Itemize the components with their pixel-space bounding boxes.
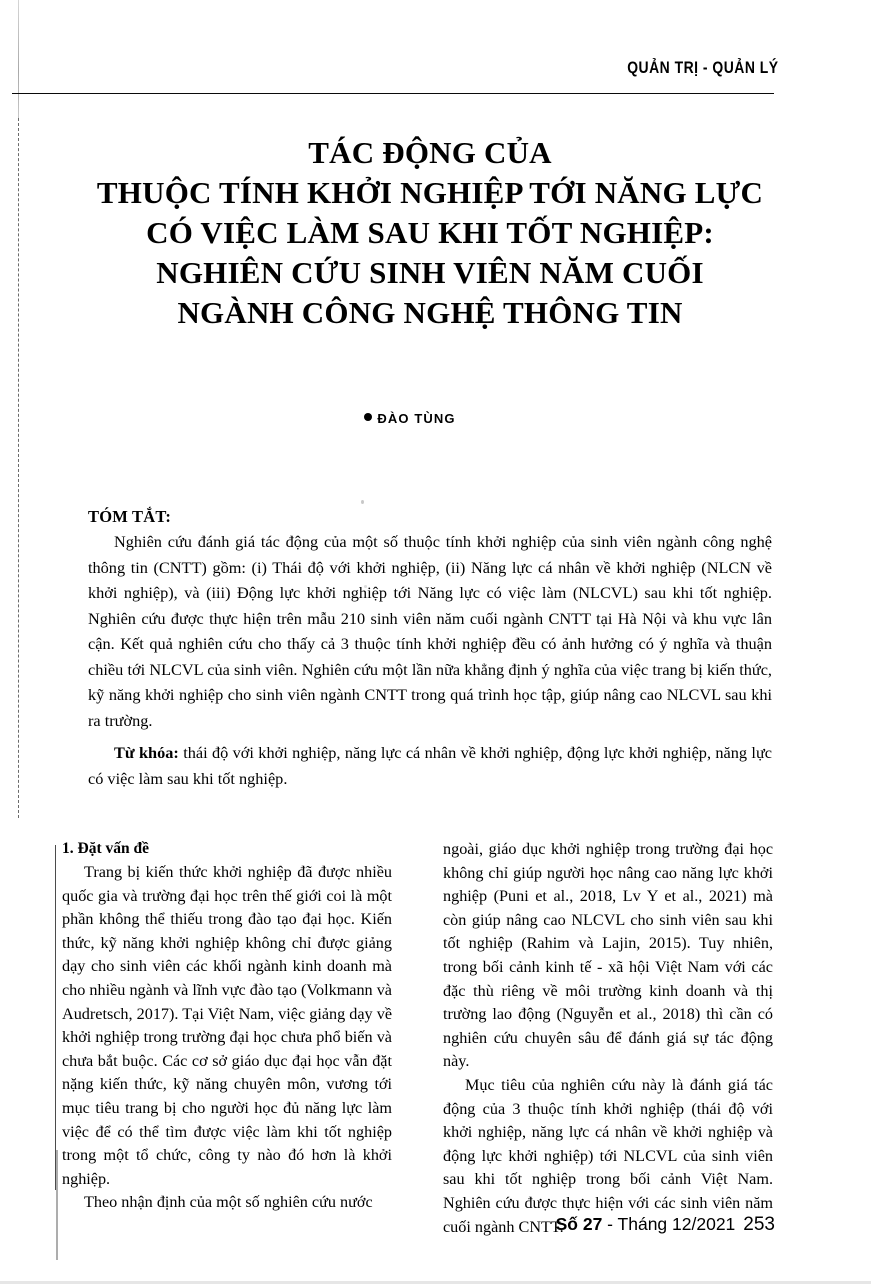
scan-artifact-column-line [55,845,56,1190]
author-byline [0,410,820,428]
abstract-label: TÓM TẮT: [88,507,172,526]
abstract-text: Nghiên cứu đánh giá tác động của một số thuộc tính khởi nghiệp của sinh viên ngành công nghệ thông tin (CNTT) gồm: (i) Thái độ với khởi nghiệp, (ii) Năng lực cá nhân về khởi nghiệp (NLCN về khởi nghiệp), và (iii) Động lực khởi nghiệp tới Năng lực có việc làm (NLCVL) sau khi tốt nghiệp. Nghiên cứu được thực hiện trên mẫu 210 sinh viên năm cuối ngành CNTT tại Hà Nội và khu vực lân cận. Kết quả nghiên cứu cho thấy cả 3 thuộc tính khởi nghiệp đều có ảnh hưởng có ý nghĩa và thuận chiều tới NLCVL của sinh viên. Nghiên cứu một lần nữa khẳng định ý nghĩa của việc trang bị kiến thức, kỹ năng khởi nghiệp cho sinh viên ngành CNTT trong quá trình học tập, giúp nâng cao NLCVL sau khi ra trường. [88,532,772,730]
keywords-text: thái độ với khởi nghiệp, năng lực cá nhân về khởi nghiệp, động lực khởi nghiệp, năng lực có việc làm sau khi tốt nghiệp. [88,743,772,788]
title-line-4: NGHIÊN CỨU SINH VIÊN NĂM CUỐI [156,255,704,290]
page-footer [556,1214,775,1236]
header-rule [12,93,774,94]
paragraph: Theo nhận định của một số nghiên cứu nước [84,1193,373,1212]
title-line-1: TÁC ĐỘNG CỦA [308,135,552,170]
body-column-left [62,838,392,1215]
paragraph: Mục tiêu của nghiên cứu này là đánh giá tác động của 3 thuộc tính khởi nghiệp (thái độ với khởi nghiệp, năng lực cá nhân về khởi nghiệp và động lực khởi nghiệp) tới NLCVL của sinh viên sau khi tốt nghiệp trong bối cảnh Việt Nam. Nghiên cứu được thực hiện với các sinh viên năm cuối ngành CNTT. [443,1075,773,1236]
article-title [60,133,800,333]
section-heading-1: 1. Đặt vấn đề [62,840,149,857]
issue-date: - Tháng 12/2021 [602,1214,736,1234]
scan-speck [361,500,364,504]
scan-artifact-lower-line [56,1150,58,1260]
keywords-label: Từ khóa: [114,743,179,762]
paragraph: Trang bị kiến thức khởi nghiệp đã được nhiều quốc gia và trường đại học trên thế giới coi là một phần không thể thiếu trong đào tạo đại học. Kiến thức, kỹ năng khởi nghiệp không chỉ được giảng dạy cho sinh viên các khối ngành kinh doanh mà cho nhiều ngành và lĩnh vực đào tạo (Volkmann và Audretsch, 2017). Tại Việt Nam, việc giảng dạy về khởi nghiệp trong trường đại học chưa phổ biến và chưa bắt buộc. Các cơ sở giáo dục đại học vẫn đặt nặng kiến thức, kỹ năng chuyên môn, vương tới mục tiêu trang bị cho người học đủ năng lực làm việc để có thể tìm được việc làm khi tốt nghiệp trong một tổ chức, công ty nào đó hơn là khởi nghiệp. [62,863,392,1188]
keywords-line [88,740,772,791]
title-line-5: NGÀNH CÔNG NGHỆ THÔNG TIN [177,295,683,330]
title-line-2: THUỘC TÍNH KHỞI NGHIỆP TỚI NĂNG LỰC [96,175,764,210]
title-line-3: CÓ VIỆC LÀM SAU KHI TỐT NGHIỆP: [146,215,714,250]
bullet-icon [364,413,372,421]
author-name: ĐÀO TÙNG [377,411,456,426]
scan-artifact-dashed-line [18,118,19,818]
body-column-right [443,838,773,1239]
issue-number: Số 27 [555,1214,603,1234]
page-number: 253 [743,1214,775,1235]
abstract-section [88,507,772,791]
paragraph: ngoài, giáo dục khởi nghiệp trong trường đại học không chỉ giúp người học nâng cao năng lực khởi nghiệp (Puni et al., 2018, Lv Y et al., 2021) mà còn giúp nâng cao NLCVL cho sinh viên sau khi tốt nghiệp (Rahim và Lajin, 2015). Tuy nhiên, trong bối cảnh kinh tế - xã hội Việt Nam với các đặc thù riêng về môi trường kinh doanh và thị trường lao động (Nguyễn et al., 2018) thì cần có nghiên cứu chuyên sâu để đánh giá sự tác động này. [443,840,773,1071]
scan-artifact-left-edge [18,0,19,118]
running-head: QUẢN TRỊ - QUẢN LÝ [627,58,779,77]
